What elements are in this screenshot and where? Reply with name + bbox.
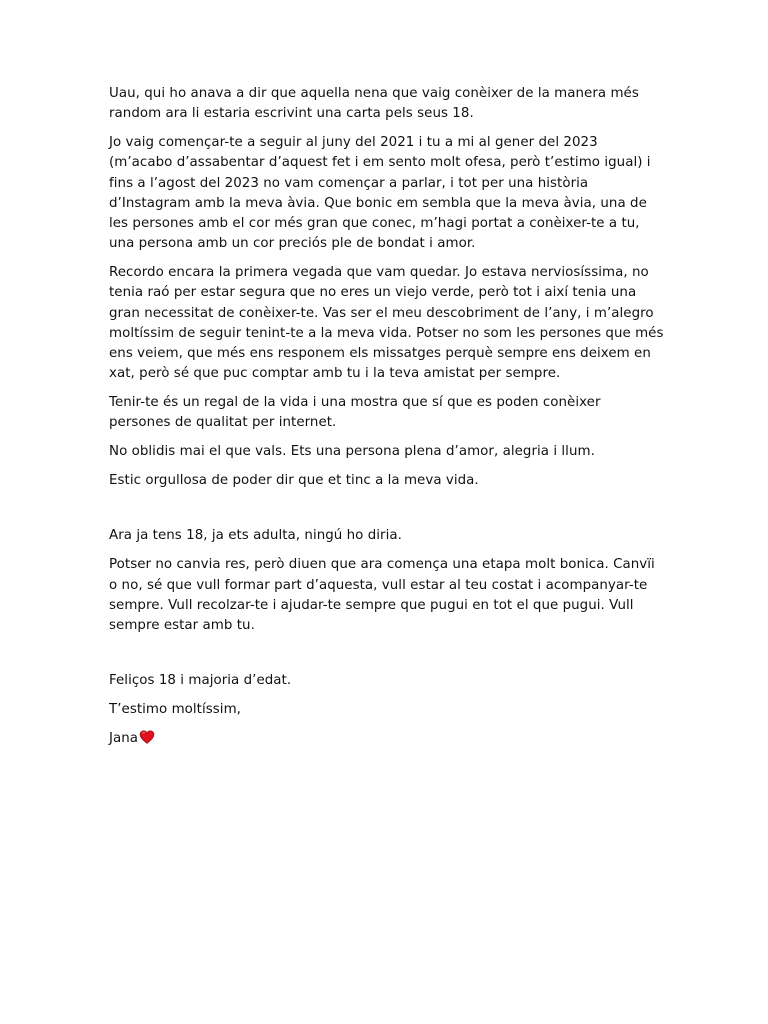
paragraph-spacer (109, 645, 665, 671)
paragraph-gift: Tenir-te és un regal de la vida i una mostra que sí que es poden conèixer persones de qualitat per internet. (109, 395, 601, 431)
paragraph-intro: Uau, qui ho anava a dir que aquella nena que vaig conèixer de la manera més random ara li estaria escrivint una carta pels seus 18. (109, 86, 639, 122)
paragraph-first-meeting: Recordo encara la primera vegada que vam quedar. Jo estava nerviosíssima, no tenia raó per estar segura que no eres un viejo verde, però tot i així tenia una gran necessitat de conèixer-te. Vas ser el meu descobriment de l’any, i m’alegro moltíssim de seguir tenint-te a la meva vida. Potser no som les persones que més ens veiem, que més ens responem els missatges perquè sempre ens deixem en xat, però sé que puc comptar amb tu i la teva amistat per sempre. (109, 265, 664, 382)
paragraph-proud: Estic orgullosa de poder dir que et tinc a la meva vida. (109, 473, 479, 489)
paragraph-how-we-met: Jo vaig començar-te a seguir al juny del 2021 i tu a mi al gener del 2023 (m’acabo d’assabentar d’aquest fet i em sento molt ofesa, però t’estimo igual) i fins a l’agost del 2023 no vam començar a parlar, i tot per una història d’Instagram amb la meva àvia. Que bonic em sembla que la meva àvia, una de les persones amb el cor més gran que conec, m’hagi portat a conèixer-te a tu, una persona amb un cor preciós ple de bondat i amor. (109, 135, 651, 252)
paragraph-new-stage: Potser no canvia res, però diuen que ara comença una etapa molt bonica. Canvïi o no, sé que vull formar part d’aquesta, vull estar al teu costat i acompanyar-te sempre. Vull recolzar-te i ajudar-te sempre que pugui en tot el que pugui. Vull sempre estar amb tu. (109, 557, 655, 634)
paragraph-adult: Ara ja tens 18, ja ets adulta, ningú ho diria. (109, 528, 402, 544)
paragraph-never-forget: No oblidis mai el que vals. Ets una persona plena d’amor, alegria i llum. (109, 444, 595, 460)
paragraph-love: T’estimo moltíssim, (109, 702, 241, 718)
red-heart-icon (139, 730, 155, 744)
signature-name: Jana (109, 731, 139, 747)
paragraph-spacer (109, 500, 665, 526)
signature-line (109, 729, 665, 749)
paragraph-congrats: Feliços 18 i majoria d’edat. (109, 673, 292, 689)
letter-page (109, 84, 665, 758)
